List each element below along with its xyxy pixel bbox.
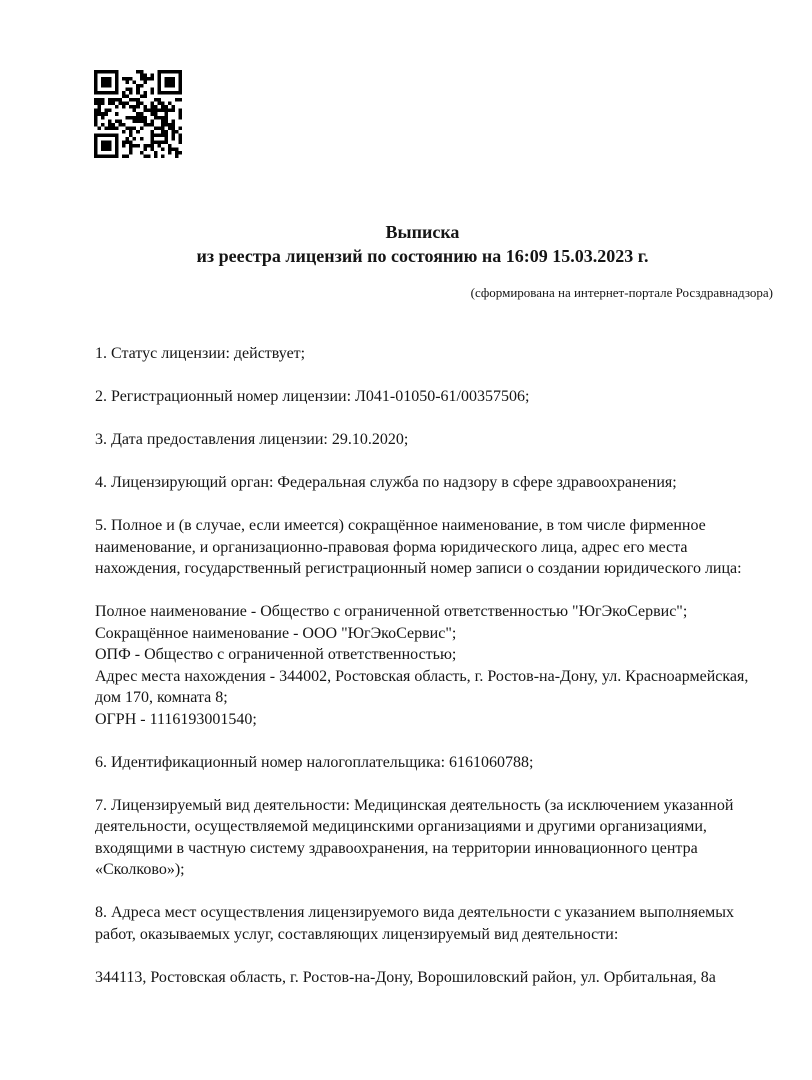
org-info-block xyxy=(95,601,750,730)
document-title-block xyxy=(95,220,750,268)
item-addresses-heading: 8. Адреса мест осуществления лицензируемого вида деятельности с указанием выполняемых работ, оказываемых услуг, составляющих лицензируемый вид деятельности: xyxy=(95,904,735,943)
document-body xyxy=(95,343,750,988)
document-subtitle: (сформирована на интернет-портале Росздравнадзора) xyxy=(470,285,773,300)
org-short-name: Сокращённое наименование - ООО "ЮгЭкоСервис"; xyxy=(95,624,457,642)
item-taxpayer-number: 6. Идентификационный номер налогоплательщика: 6161060788; xyxy=(95,753,534,771)
org-legal-form: ОПФ - Общество с ограниченной ответственностью; xyxy=(95,646,457,663)
org-address: Адрес места нахождения - 344002, Ростовская область, г. Ростов-на-Дону, ул. Красноармейская, дом 170, комната 8; xyxy=(95,667,749,706)
qr-code-icon xyxy=(94,70,182,158)
document-title: Выписка xyxy=(385,222,460,242)
item-org-info-heading: 5. Полное и (в случае, если имеется) сокращённое наименование, в том числе фирменное наименование, и организационно-правовая форма юридического лица, адрес его места нахождения, государственный регистрационный номер записи о создании юридического лица: xyxy=(95,517,742,577)
item-grant-date: 3. Дата предоставления лицензии: 29.10.2020; xyxy=(95,431,409,448)
org-full-name: Полное наименование - Общество с ограниченной ответственностью "ЮгЭкоСервис"; xyxy=(95,603,688,620)
document-title-date-line: из реестра лицензий по состоянию на 16:09 15.03.2023 г. xyxy=(196,246,649,266)
item-licensed-activity: 7. Лицензируемый вид деятельности: Медицинская деятельность (за исключением указанной деятельности, осуществляемой медицинскими организациями и другими организациями, входящими в частную систему здравоохранения, на территории инновационного центра «Сколково»); xyxy=(95,796,734,878)
item-license-status: 1. Статус лицензии: действует; xyxy=(95,345,306,362)
item-licensing-authority: 4. Лицензирующий орган: Федеральная служба по надзору в сфере здравоохранения; xyxy=(95,474,677,491)
document-content xyxy=(95,220,773,1010)
item-registration-number: 2. Регистрационный номер лицензии: Л041-01050-61/00357506; xyxy=(95,388,530,405)
org-ogrn: ОГРН - 1116193001540; xyxy=(95,710,257,728)
activity-address-line: 344113, Ростовская область, г. Ростов-на-Дону, Ворошиловский район, ул. Орбитальная, 8а xyxy=(95,968,716,986)
